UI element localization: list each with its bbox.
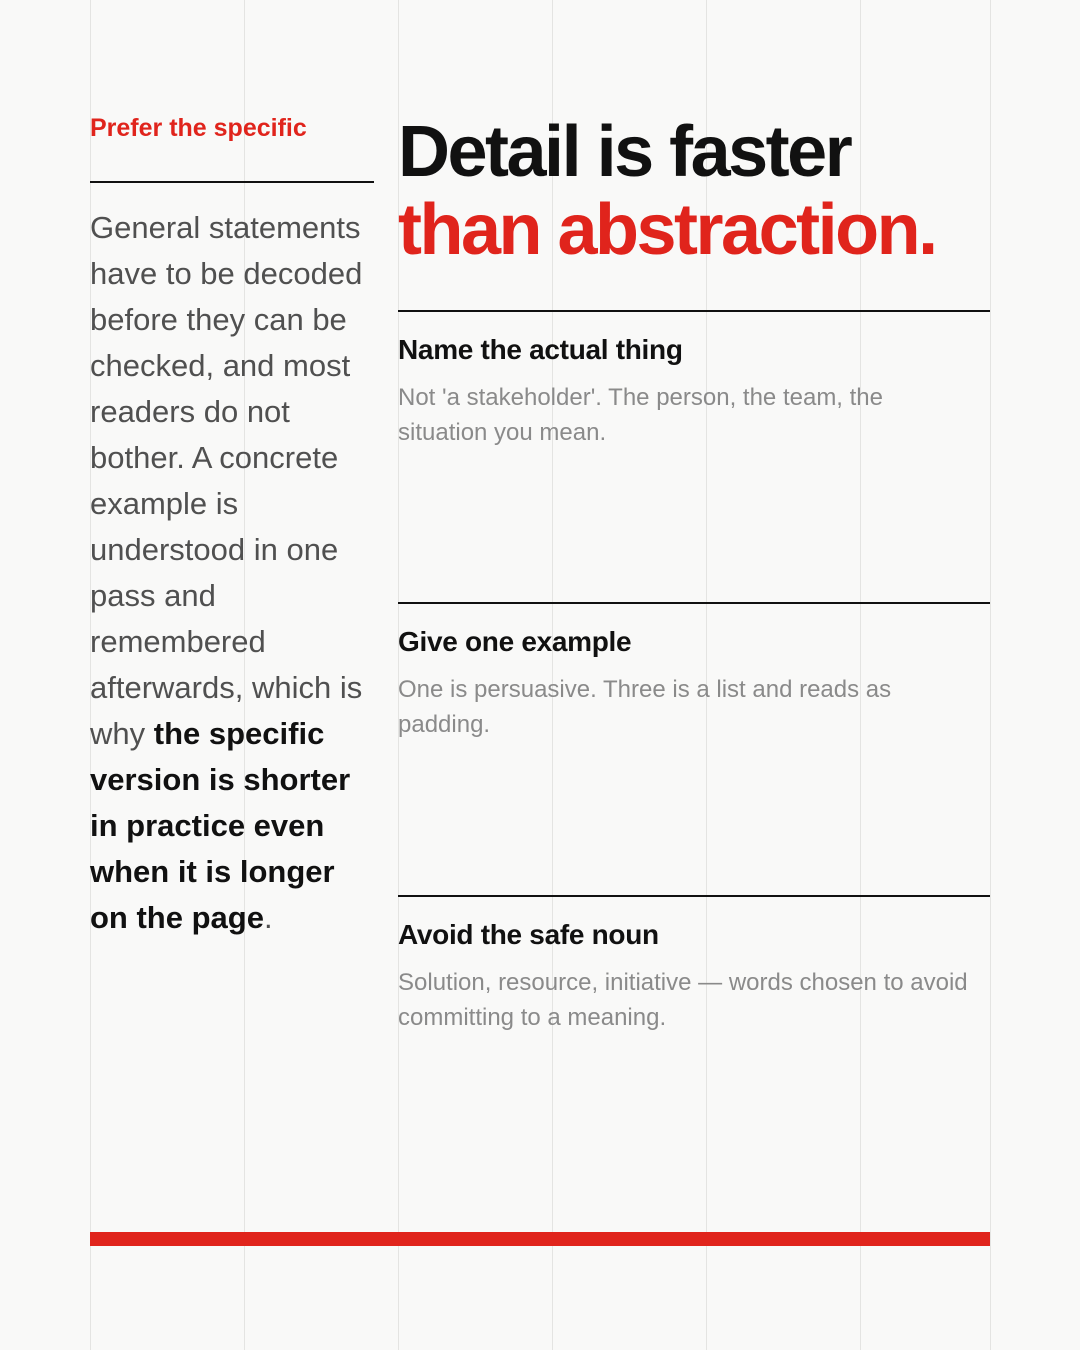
point-description: Solution, resource, initiative — words chosen to avoid committing to a meaning. — [398, 969, 968, 1031]
headline-line-2: than abstraction. — [398, 190, 936, 270]
headline-line-1: Detail is faster — [398, 112, 851, 192]
body-end: . — [263, 900, 273, 935]
body-text: General statements have to be decoded before they can be checked, and most readers do not bother. A concrete example is understood in one pass and remembered afterwards, which is why — [90, 210, 363, 751]
section-kicker: Prefer the specific — [90, 114, 307, 142]
point-item — [398, 895, 990, 1035]
point-title: Give one example — [398, 626, 632, 657]
body-paragraph — [90, 205, 370, 941]
point-item — [398, 602, 990, 742]
point-item — [398, 310, 990, 450]
body-emphasis: the specific version is shorter in practice even when it is longer on the page — [90, 716, 351, 935]
kicker-divider — [90, 181, 374, 183]
point-title: Avoid the safe noun — [398, 919, 659, 950]
point-description: One is persuasive. Three is a list and reads as padding. — [398, 676, 892, 738]
page-headline — [398, 113, 1018, 269]
point-description: Not 'a stakeholder'. The person, the team, the situation you mean. — [398, 384, 884, 446]
accent-bar — [90, 1232, 990, 1246]
point-title: Name the actual thing — [398, 334, 683, 365]
